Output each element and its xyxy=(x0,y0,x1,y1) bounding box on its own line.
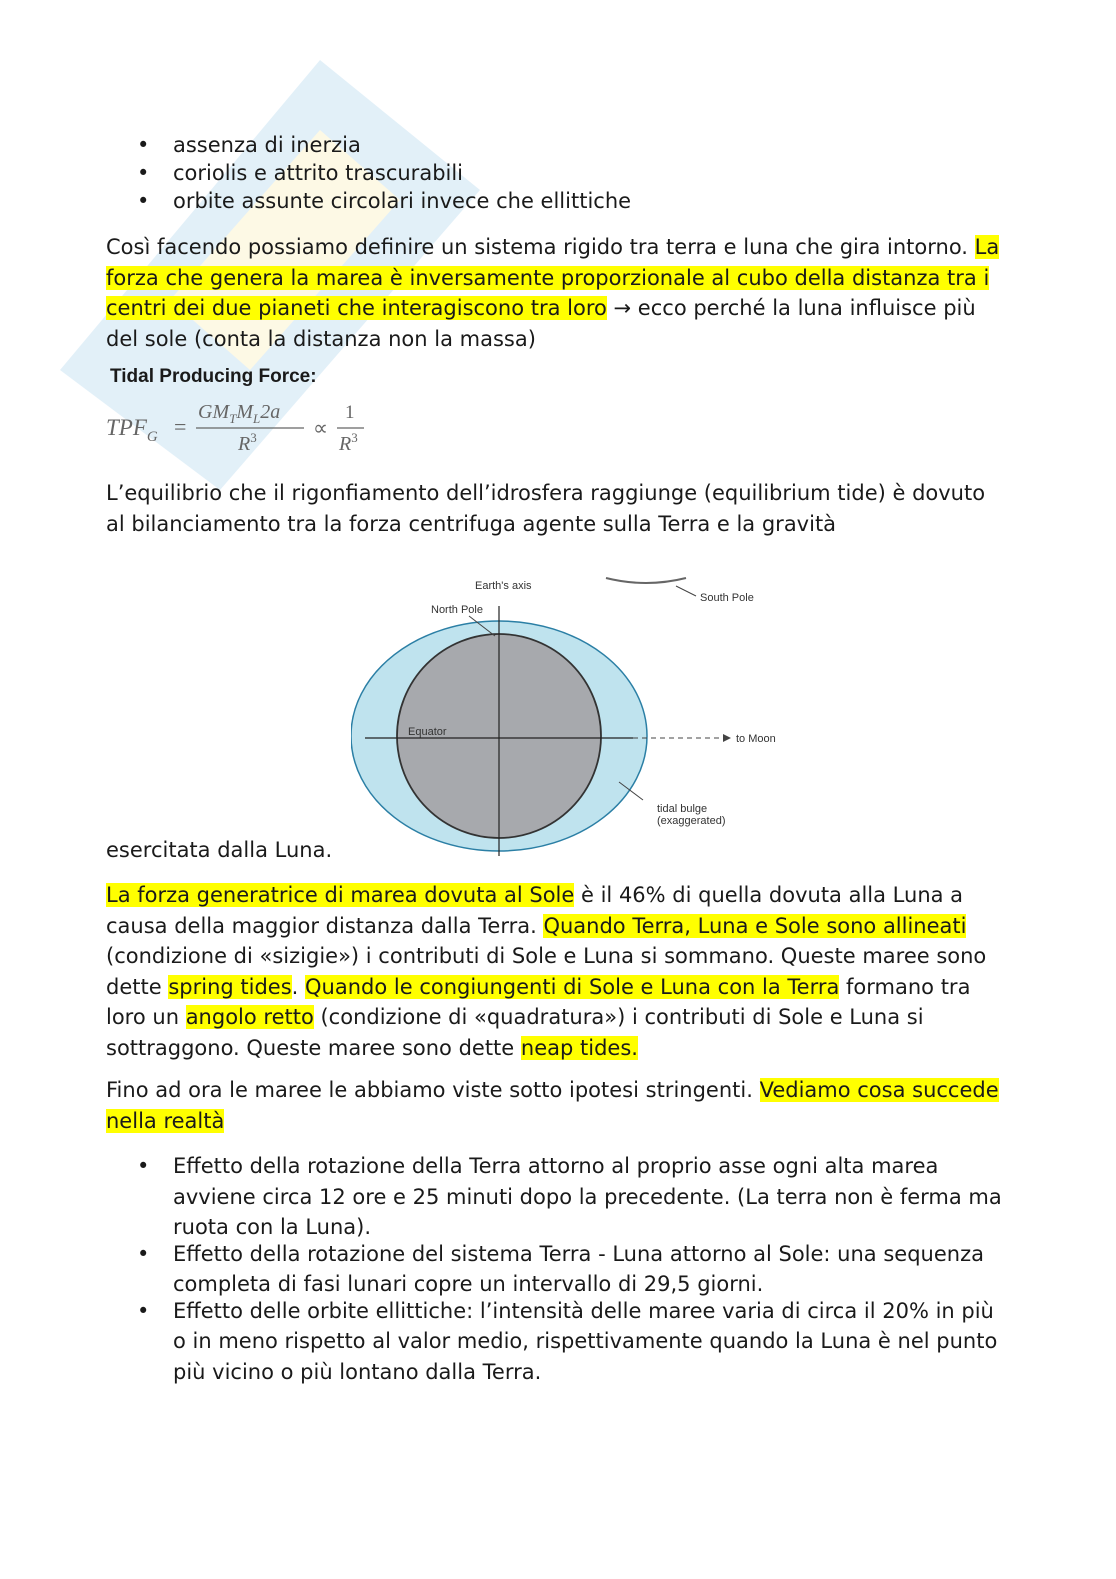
highlight: Quando Terra, Luna e Sole sono allineati xyxy=(543,913,967,938)
list-item: • Effetto della rotazione del sistema Terra - Luna attorno al Sole: una sequenza completa di fasi lunari copre un intervallo di 29,5 giorni. xyxy=(106,1239,1006,1300)
svg-text:∝: ∝ xyxy=(313,416,329,440)
highlight: Quando le congiungenti di Sole e Luna con la Terra xyxy=(305,974,840,999)
equator-label: Equator xyxy=(408,726,447,738)
formula-title: Tidal Producing Force: xyxy=(110,366,317,387)
svg-text:GMTML2a: $GM_TM_L2a$ xyxy=(198,401,281,426)
svg-text:R3: $R^3$ xyxy=(238,430,257,455)
tidal-bulge-label: tidal bulge xyxy=(657,803,708,815)
paragraph-equilibrium: L’equilibrio che il rigonfiamento dell’idrosfera raggiunge (equilibrium tide) è dovuto al bilanciamento tra la forza centrifuga agente sulla Terra e la gravità xyxy=(106,481,986,536)
highlight: spring tides xyxy=(168,974,292,999)
list-item: • Effetto della rotazione della Terra attorno al proprio asse ogni alta marea avviene circa 12 ore e 25 minuti dopo la precedente. (La terra non è ferma ma ruota con la Luna). xyxy=(106,1151,1006,1243)
svg-text:=: = xyxy=(174,414,187,439)
svg-text:TPFG: $TPF_G$ xyxy=(106,415,158,445)
tidal-force-formula xyxy=(106,398,386,460)
svg-text:R3: $R^3$ xyxy=(339,430,358,455)
exaggerated-label: (exaggerated) xyxy=(657,815,726,827)
list-item: • orbite assunte circolari invece che ellittiche xyxy=(106,187,631,215)
highlight: La forza che genera la marea è inversamente proporzionale al cubo della distanza tra i centri dei due pianeti che interagiscono tra loro xyxy=(106,235,1000,320)
tidal-bulge-diagram xyxy=(351,576,791,860)
earths-axis-label: Earth's axis xyxy=(475,580,532,592)
list-item: • Effetto delle orbite ellittiche: l’intensità delle maree varia di circa il 20% in più o in meno rispetto al valor medio, rispettivamente quando la Luna è nel punto più vicino o più lontano dalla Terra. xyxy=(106,1296,1006,1388)
south-pole-label: South Pole xyxy=(700,592,754,604)
highlight: angolo retto xyxy=(185,1005,314,1029)
to-moon-label: to Moon xyxy=(736,733,776,745)
paragraph-equilibrium-end: esercitata dalla Luna. xyxy=(106,838,333,862)
list-item: • coriolis e attrito trascurabili xyxy=(106,159,631,187)
paragraph-reality: Fino ad ora le maree le abbiamo viste sotto ipotesi stringenti. Vediamo cosa succede nella realtà xyxy=(106,1078,999,1133)
assumptions-list xyxy=(106,131,631,215)
moon-outline xyxy=(606,578,686,583)
paragraph-rigid-system: Così facendo possiamo definire un sistema rigido tra terra e luna che gira intorno. La forza che genera la marea è inversamente proporzionale al cubo della distanza tra i centri dei due pianeti che interagiscono tra loro → ecco perché la luna influisce più del sole (conta la distanza non la massa) xyxy=(106,235,1000,351)
highlight: La forza generatrice di marea dovuta al Sole xyxy=(106,883,575,907)
svg-text:1: 1 xyxy=(345,402,355,423)
north-pole-label: North Pole xyxy=(431,604,483,616)
list-item: • assenza di inerzia xyxy=(106,131,631,159)
highlight: neap tides. xyxy=(520,1035,638,1060)
highlight: Vediamo cosa succede nella realtà xyxy=(106,1078,999,1133)
paragraph-spring-neap: La forza generatrice di marea dovuta al Sole è il 46% di quella dovuta alla Luna a causa della maggior distanza dalla Terra. Quando Terra, Luna e Sole sono allineati (condizione di «sizigie») i contributi di Sole e Luna si sommano. Queste maree sono dette spring tides. Quando le congiungenti di Sole e Luna con la Terra formano tra loro un angolo retto (condizione di «quadratura») i contributi di Sole e Luna si sottraggono. Queste maree sono dette neap tides. xyxy=(106,883,987,1060)
effects-list xyxy=(106,1151,1006,1387)
